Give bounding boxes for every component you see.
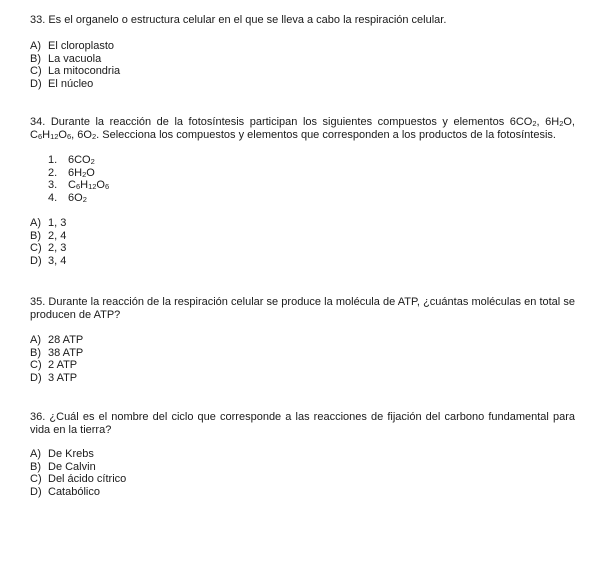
option-c: C) La mitocondria	[30, 65, 121, 77]
options-36	[30, 448, 575, 498]
option-d: D) Catabólico	[30, 485, 100, 498]
option-a: A) 1, 3	[30, 217, 67, 229]
options-35	[30, 334, 575, 384]
compound-list	[48, 154, 109, 204]
option-b: B) La vacuola	[30, 52, 102, 65]
question-stem: 36. ¿Cuál es el nombre del ciclo que corresponde a las reacciones de fijación del carbono fundamental para vida en la tierra?	[30, 411, 575, 436]
list-item: 1. $6CO_2$	[48, 154, 95, 166]
option-a: A) El cloroplasto	[30, 40, 115, 52]
question-33	[30, 14, 575, 27]
list-item: 2. $6H_2O$	[48, 166, 95, 179]
question-34	[30, 116, 575, 141]
option-a: A) De Krebs	[30, 448, 94, 460]
option-d: D) El núcleo	[30, 77, 94, 90]
option-b: B) 38 ATP	[30, 346, 84, 359]
list-item: 4. $6O_2$	[48, 191, 87, 204]
question-stem: 33. Es el organelo o estructura celular en el que se lleva a cabo la respiración celular.	[30, 14, 447, 26]
option-b: B) 2, 4	[30, 229, 67, 242]
options-34	[30, 217, 575, 267]
question-stem: 35. Durante la reacción de la respiración celular se produce la molécula de ATP, ¿cuántas moléculas en total se producen de ATP?	[30, 296, 575, 321]
option-c: C) 2, 3	[30, 242, 67, 254]
question-36	[30, 411, 575, 436]
option-c: C) 2 ATP	[30, 359, 78, 371]
option-b: B) De Calvin	[30, 460, 96, 473]
option-d: D) 3, 4	[30, 254, 67, 267]
list-item: 3. $C_6H_{12}O_6$	[48, 179, 110, 191]
options-33	[30, 40, 575, 90]
question-35	[30, 296, 575, 321]
option-a: A) 28 ATP	[30, 334, 84, 346]
question-stem: 34. Durante la reacción de la fotosíntesis participan los siguientes compuestos y elementos $6CO_2$, $6H_2O$, $C_6H_{12}O_6$, $6O_2$. Selecciona los compuestos y elementos que corresponden a los productos de la fotosíntesis.	[30, 116, 575, 141]
option-c: C) Del ácido cítrico	[30, 473, 127, 485]
option-d: D) 3 ATP	[30, 371, 78, 384]
